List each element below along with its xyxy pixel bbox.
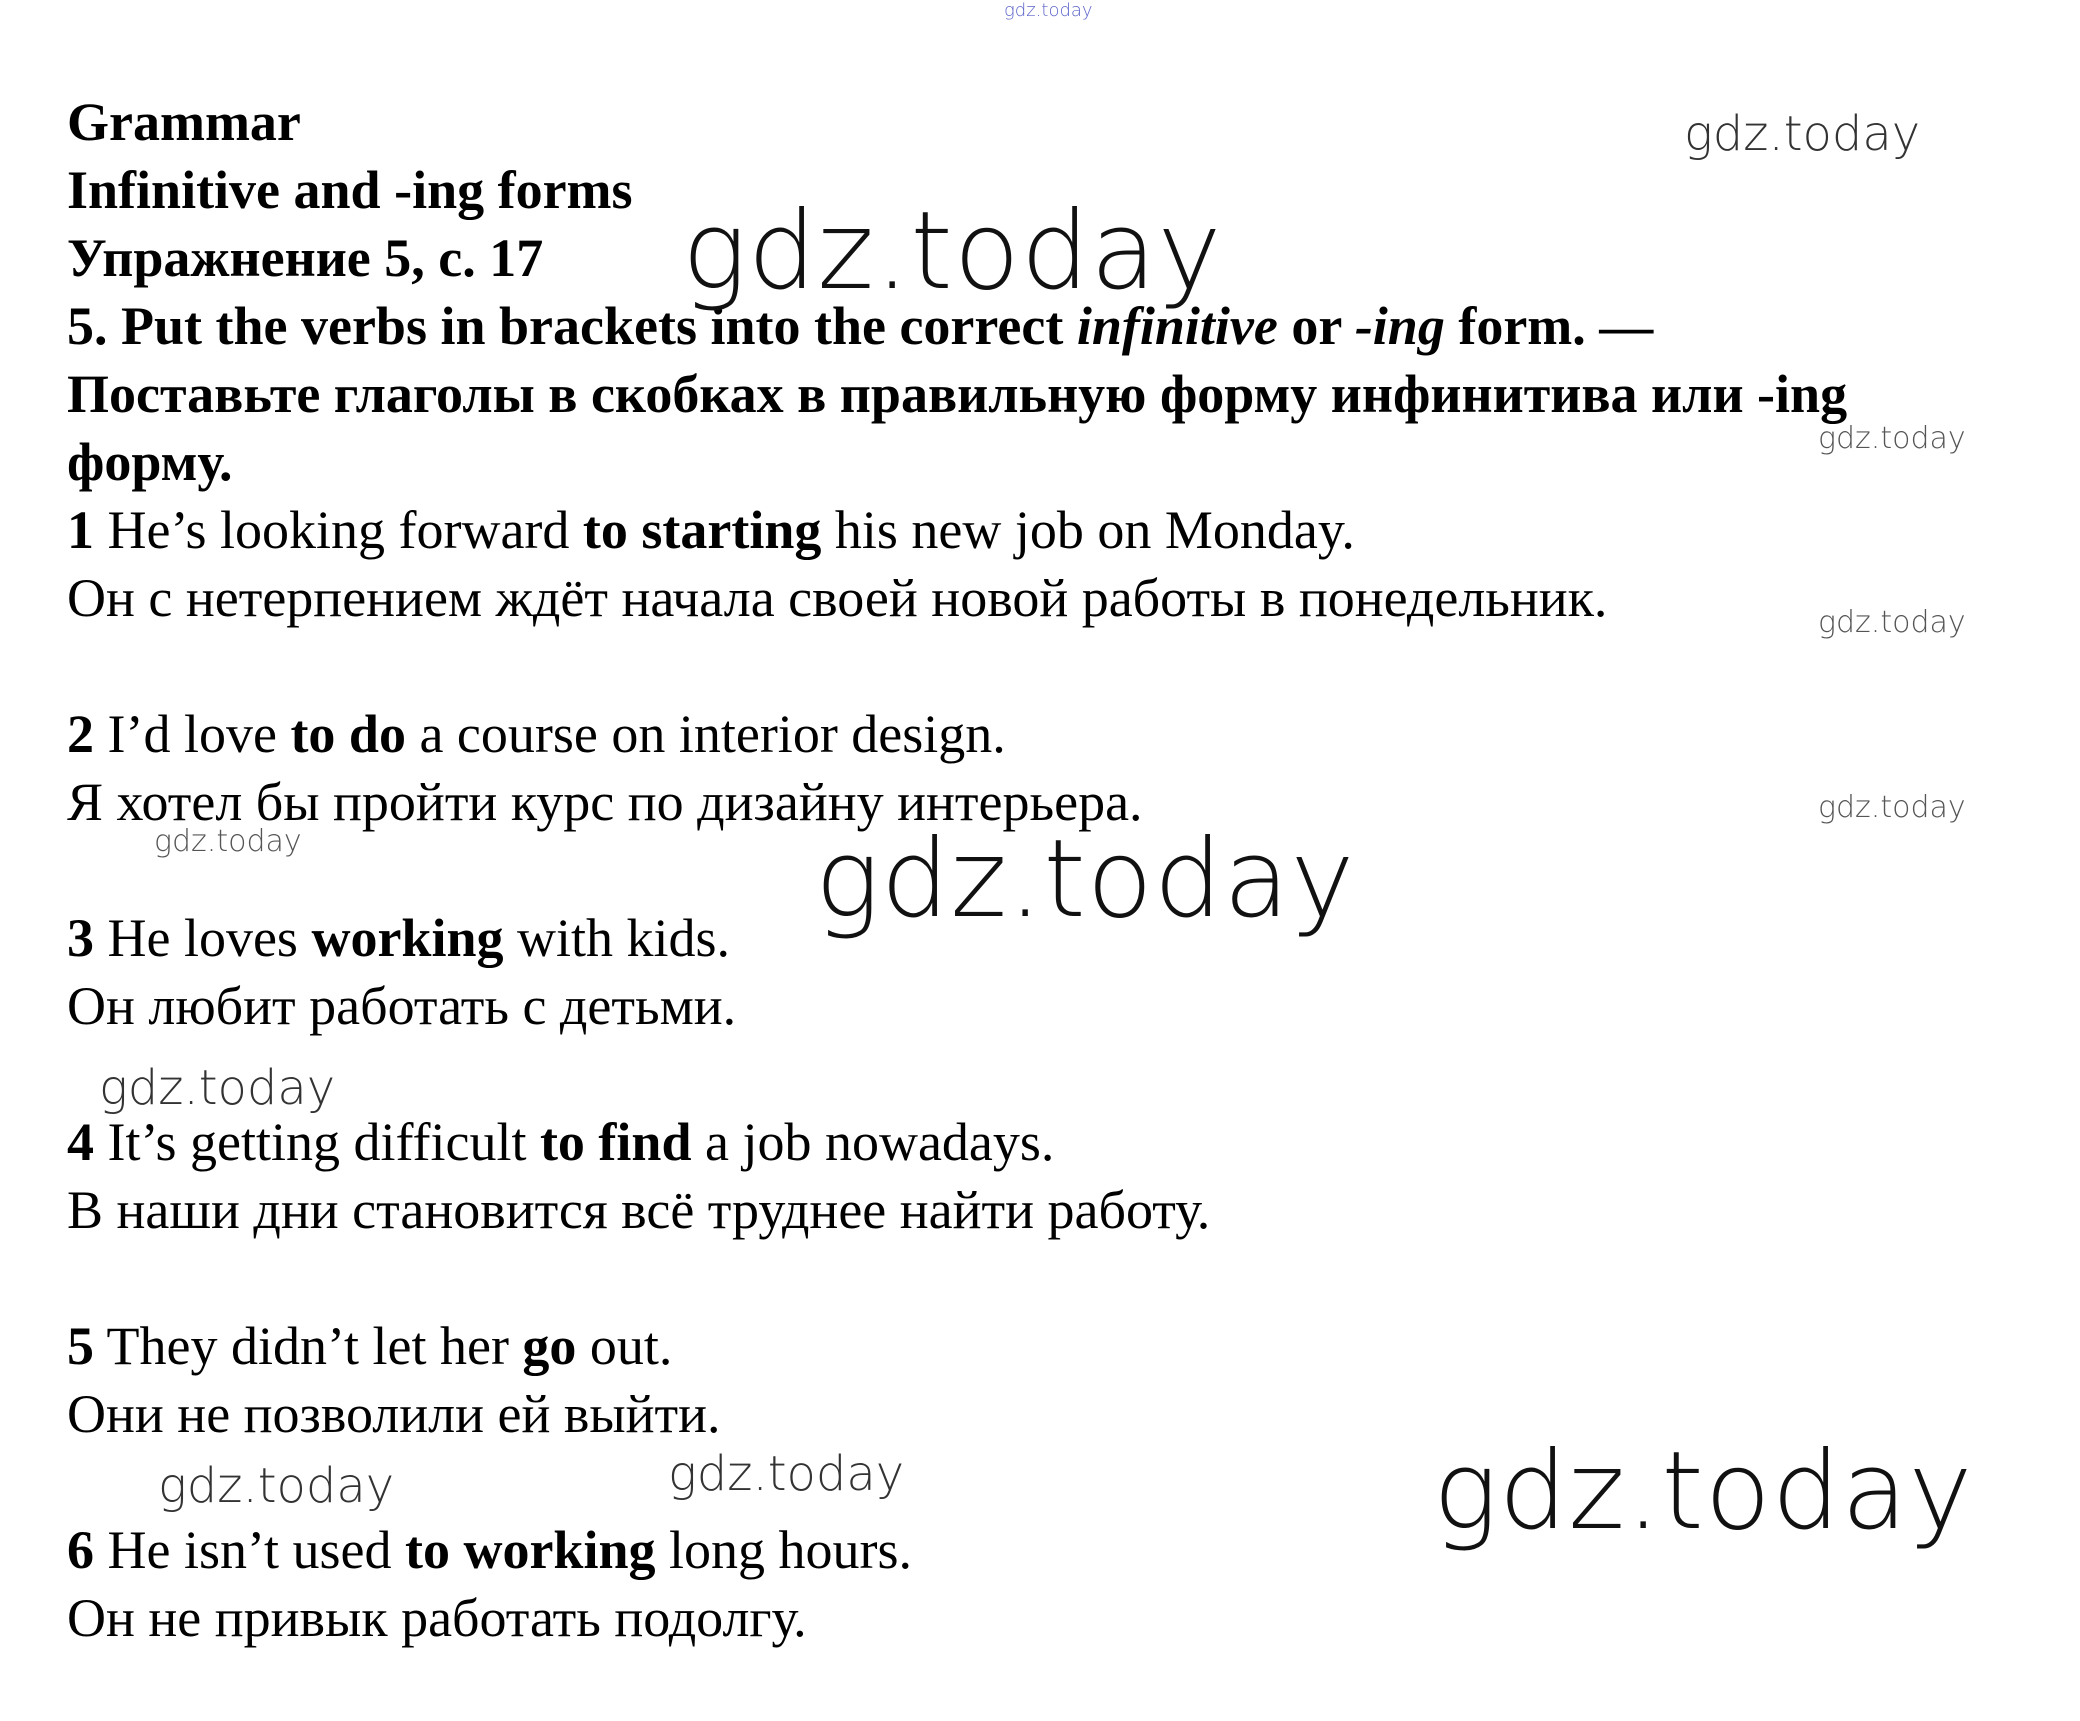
item-number: 5 — [67, 1316, 94, 1376]
watermark: gdz.today — [1818, 421, 1966, 456]
task-number: 5. — [67, 296, 108, 356]
item-2-ru: Я хотел бы пройти курс по дизайну интерьера. — [67, 772, 1143, 832]
item-answer: to starting — [582, 500, 822, 560]
watermark: gdz.today — [815, 817, 1356, 942]
item-text-after: with kids. — [517, 908, 731, 968]
task-text-1: Put the verbs in brackets into the correct — [121, 296, 1064, 356]
task-italic-infinitive: infinitive — [1076, 296, 1278, 356]
item-text-before: He’s looking forward — [107, 500, 570, 560]
watermark: gdz.today — [1433, 1429, 1974, 1554]
item-5-en — [67, 1312, 2057, 1380]
item-4-en — [67, 1108, 2057, 1176]
task-italic-ing: -ing — [1354, 296, 1445, 356]
task-instruction-ru-2: форму. — [67, 432, 233, 492]
item-text-before: It’s getting difficult — [107, 1112, 527, 1172]
watermark: gdz.today — [158, 1458, 395, 1514]
item-text-after: long hours. — [669, 1520, 912, 1580]
watermark: gdz.today — [682, 189, 1223, 314]
item-text-after: a course on interior design. — [419, 704, 1006, 764]
task-text-2: or — [1291, 296, 1342, 356]
item-number: 4 — [67, 1112, 94, 1172]
item-3-ru: Он любит работать с детьми. — [67, 976, 737, 1036]
item-text-before: They didn’t let her — [106, 1316, 509, 1376]
exercise-title: Упражнение 5, с. 17 — [67, 228, 544, 288]
item-text-after: out. — [589, 1316, 673, 1376]
task-instruction-ru-1: Поставьте глаголы в скобках в правильную форму инфинитива или -ing — [67, 364, 1848, 424]
item-4-ru: В наши дни становится всё труднее найти работу. — [67, 1180, 1211, 1240]
item-text-before: He isn’t used — [107, 1520, 392, 1580]
section-title: Grammar — [67, 92, 301, 152]
item-number: 3 — [67, 908, 94, 968]
topic-title: Infinitive and -ing forms — [67, 160, 633, 220]
watermark: gdz.today — [1004, 0, 1093, 21]
item-answer: to working — [404, 1520, 656, 1580]
item-1-en — [67, 496, 2057, 564]
item-text-after: his new job on Monday. — [834, 500, 1355, 560]
item-text-after: a job nowadays. — [705, 1112, 1055, 1172]
item-number: 1 — [67, 500, 94, 560]
item-1-ru: Он с нетерпением ждёт начала своей новой работы в понедельник. — [67, 568, 1608, 628]
watermark: gdz.today — [1818, 605, 1966, 640]
item-6-ru: Он не привык работать подолгу. — [67, 1588, 807, 1648]
item-number: 6 — [67, 1520, 94, 1580]
watermark: gdz.today — [1818, 790, 1966, 825]
watermark: gdz.today — [1684, 106, 1921, 162]
item-text-before: I’d love — [107, 704, 277, 764]
item-number: 2 — [67, 704, 94, 764]
watermark: gdz.today — [99, 1060, 336, 1116]
item-2-en — [67, 700, 2057, 768]
item-answer: working — [311, 908, 504, 968]
item-answer: go — [522, 1316, 577, 1376]
task-text-3: form. — — [1458, 296, 1654, 356]
item-5-ru: Они не позволили ей выйти. — [67, 1384, 721, 1444]
watermark: gdz.today — [668, 1446, 905, 1502]
watermark: gdz.today — [154, 824, 302, 859]
item-answer: to find — [539, 1112, 692, 1172]
item-text-before: He loves — [107, 908, 298, 968]
item-answer: to do — [290, 704, 406, 764]
